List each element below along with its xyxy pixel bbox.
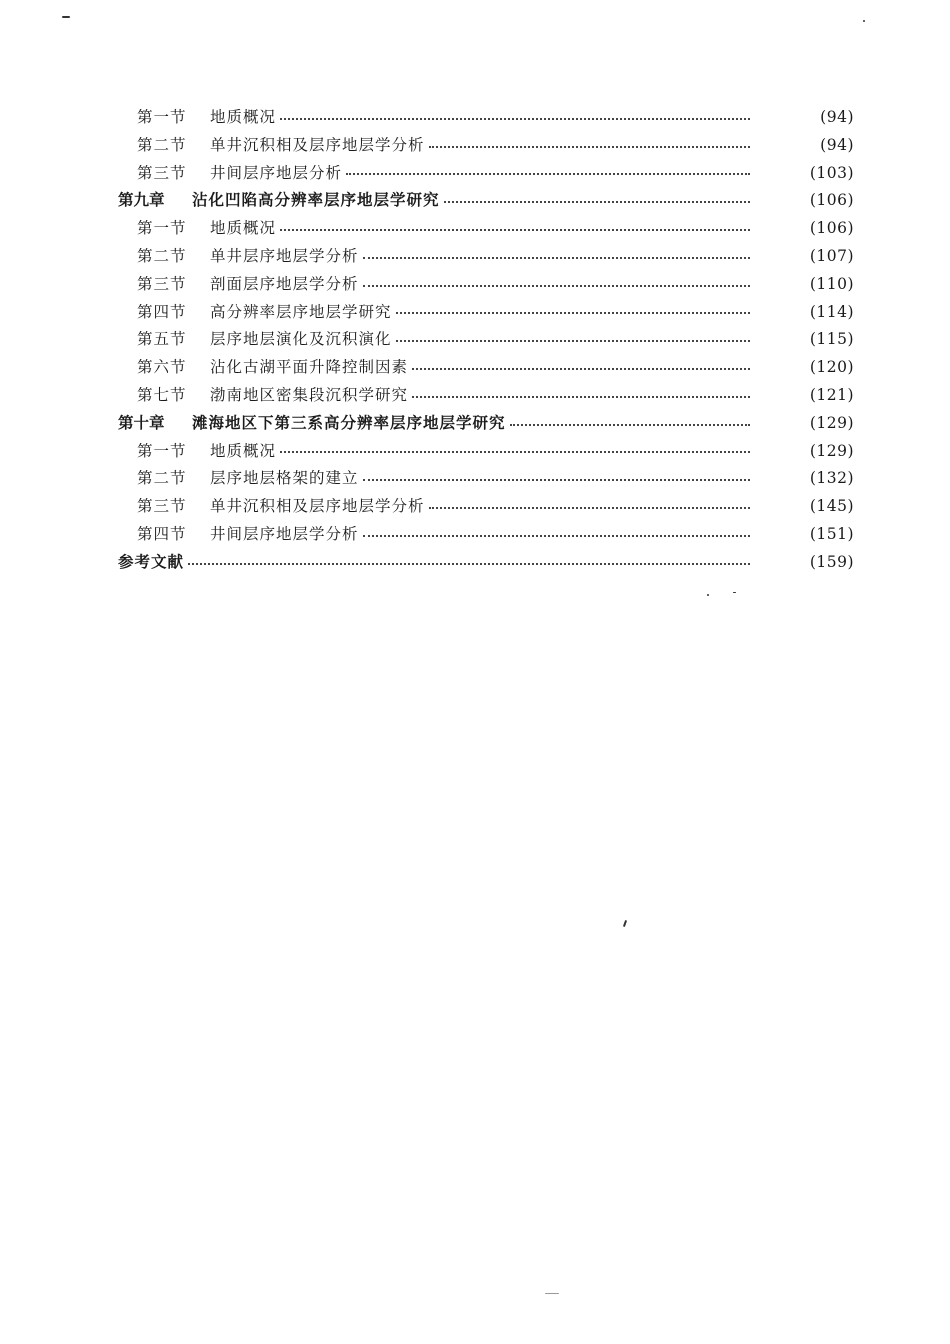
dot-leader [444, 201, 750, 203]
toc-chapter-title: 沾化凹陷高分辨率层序地层学研究 [192, 191, 440, 210]
toc-references[interactable] [0, 549, 950, 577]
toc-entry-title: 层序地层格架的建立 [210, 469, 359, 488]
scan-speck [863, 20, 865, 22]
toc-entry-number: 第一节 [137, 441, 187, 460]
dot-leader [363, 535, 750, 537]
toc-references-page: (159) [809, 552, 854, 571]
dot-leader [188, 563, 750, 565]
toc-entry-number: 第二节 [137, 469, 187, 488]
dot-leader [412, 368, 750, 370]
dot-leader [363, 285, 750, 287]
toc-entry[interactable] [0, 521, 950, 549]
toc-entry[interactable] [0, 271, 950, 299]
toc-entry-number: 第六节 [137, 358, 187, 377]
toc-entry-page: (129) [809, 441, 854, 460]
toc-chapter-page: (129) [809, 413, 854, 432]
table-of-contents [0, 104, 950, 577]
toc-entry-number: 第一节 [137, 219, 187, 238]
toc-entry-page: (106) [809, 219, 854, 238]
toc-entry-page: (110) [809, 274, 854, 293]
toc-entry-title: 单井沉积相及层序地层学分析 [210, 135, 425, 154]
toc-entry-title: 高分辨率层序地层学研究 [210, 302, 392, 321]
toc-chapter-number: 第九章 [118, 191, 165, 210]
toc-entry[interactable] [0, 354, 950, 382]
toc-entry-number: 第二节 [137, 246, 187, 265]
toc-entry[interactable] [0, 104, 950, 132]
toc-chapter-number: 第十章 [118, 413, 165, 432]
dot-leader [280, 451, 750, 453]
toc-entry[interactable] [0, 243, 950, 271]
scan-speck [623, 920, 627, 927]
toc-entry-number: 第三节 [137, 163, 187, 182]
toc-entry-page: (103) [809, 163, 854, 182]
toc-entry-page: (114) [809, 302, 854, 321]
toc-entry-title: 井间层序地层学分析 [210, 524, 359, 543]
toc-entry-title: 单井沉积相及层序地层学分析 [210, 497, 425, 516]
toc-entry-number: 第三节 [137, 274, 187, 293]
toc-entry-title: 井间层序地层分析 [210, 163, 343, 182]
toc-entry[interactable] [0, 160, 950, 188]
toc-entry-title: 地质概况 [210, 441, 277, 460]
toc-chapter-title: 滩海地区下第三系高分辨率层序地层学研究 [192, 413, 506, 432]
toc-entry[interactable] [0, 326, 950, 354]
toc-entry-page: (132) [809, 469, 854, 488]
scan-speck [62, 16, 70, 18]
toc-entry-number: 第三节 [137, 497, 187, 516]
toc-entry-page: (145) [809, 497, 854, 516]
scan-speck [733, 592, 736, 593]
toc-entry[interactable] [0, 299, 950, 327]
toc-chapter[interactable] [0, 410, 950, 438]
dot-leader [363, 479, 750, 481]
dot-leader [510, 424, 750, 426]
toc-chapter-page: (106) [809, 191, 854, 210]
toc-entry-number: 第四节 [137, 302, 187, 321]
dot-leader [280, 229, 750, 231]
toc-entry-title: 单井层序地层学分析 [210, 246, 359, 265]
toc-entry-page: (107) [809, 246, 854, 265]
toc-entry[interactable] [0, 465, 950, 493]
scan-speck [545, 1293, 559, 1294]
toc-entry-page: (121) [809, 385, 854, 404]
toc-entry-number: 第二节 [137, 135, 187, 154]
toc-entry-page: (94) [820, 135, 854, 154]
toc-entry-title: 层序地层演化及沉积演化 [210, 330, 392, 349]
toc-entry-number: 第五节 [137, 330, 187, 349]
toc-entry-number: 第七节 [137, 385, 187, 404]
toc-entry-number: 第一节 [137, 108, 187, 126]
toc-entry[interactable] [0, 382, 950, 410]
dot-leader [346, 173, 750, 175]
toc-entry-title: 沾化古湖平面升降控制因素 [210, 358, 409, 377]
dot-leader [280, 118, 750, 120]
toc-entry-title: 地质概况 [210, 219, 277, 238]
toc-chapter[interactable] [0, 187, 950, 215]
dot-leader [429, 146, 750, 148]
toc-entry-title: 渤南地区密集段沉积学研究 [210, 385, 409, 404]
toc-entry-title: 剖面层序地层学分析 [210, 274, 359, 293]
dot-leader [412, 396, 750, 398]
toc-entry[interactable] [0, 215, 950, 243]
toc-entry-page: (115) [809, 330, 854, 349]
dot-leader [429, 507, 750, 509]
toc-entry-page: (94) [820, 108, 854, 126]
toc-entry-number: 第四节 [137, 524, 187, 543]
toc-entry[interactable] [0, 438, 950, 466]
dot-leader [396, 340, 750, 342]
toc-entry-title: 地质概况 [210, 108, 277, 126]
toc-entry-page: (151) [809, 524, 854, 543]
dot-leader [396, 312, 750, 314]
toc-entry-page: (120) [809, 358, 854, 377]
toc-entry[interactable] [0, 493, 950, 521]
toc-entry[interactable] [0, 132, 950, 160]
scan-speck [707, 594, 709, 596]
toc-references-title: 参考文献 [118, 552, 185, 571]
dot-leader [363, 257, 750, 259]
